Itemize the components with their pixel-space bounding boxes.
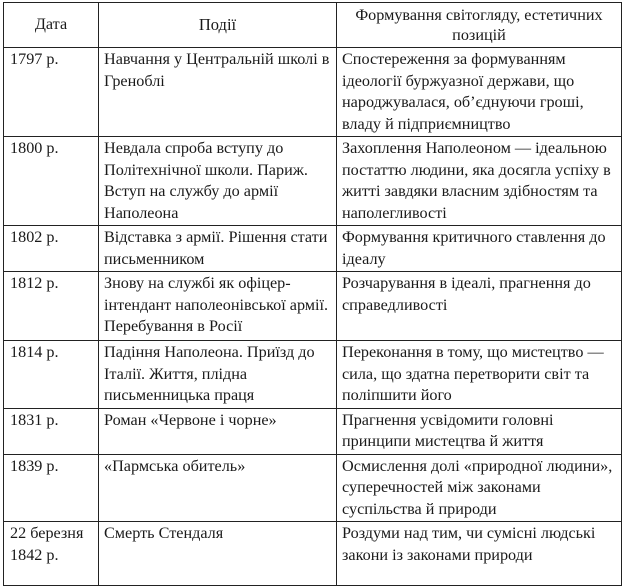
table-row [4, 48, 622, 137]
worldview-cell: Формування критичного ставлення до ідеалу [337, 226, 622, 272]
date-cell: 1800 р. [4, 137, 99, 226]
date-cell: 1812 р. [4, 272, 99, 341]
header-worldview: Формування світогляду, естетичних позицій [337, 3, 622, 48]
worldview-cell: Осмислення долі «природної людини», суперечностей між законами суспільства й природи [337, 454, 622, 522]
date-cell: 22 березня 1842 р. [4, 522, 99, 586]
table-row [4, 226, 622, 272]
event-cell: Знову на службі як офіцер-інтендант наполеонівської армії. Перебування в Росії [99, 272, 337, 341]
event-cell: Падіння Наполеона. Приїзд до Італії. Життя, плідна письменницька праця [99, 341, 337, 409]
event-cell: Роман «Червоне і чорне» [99, 408, 337, 454]
event-cell: Навчання у Центральній школі в Греноблі [99, 48, 337, 137]
table-header-row [4, 3, 622, 48]
date-cell: 1797 р. [4, 48, 99, 137]
date-cell: 1831 р. [4, 408, 99, 454]
table-row [4, 454, 622, 522]
table-row [4, 522, 622, 586]
worldview-cell: Розчарування в ідеалі, прагнення до справедливості [337, 272, 622, 341]
worldview-cell: Спостереження за формуванням ідеології буржуазної держави, що народжувалася, об’єднуючи гроші, владу й підприємництво [337, 48, 622, 137]
event-cell: Відставка з армії. Рішення стати письменником [99, 226, 337, 272]
table-row [4, 137, 622, 226]
worldview-cell: Прагнення усвідомити головні принципи мистецтва й життя [337, 408, 622, 454]
worldview-cell: Переконання в тому, що мистецтво — сила, що здатна перетворити світ та поліпшити його [337, 341, 622, 409]
header-date: Дата [4, 3, 99, 48]
table-row [4, 341, 622, 409]
worldview-cell: Захоплення Наполеоном — ідеальною постаттю людини, яка досягла успіху в житті завдяки власним здібностям та наполегливості [337, 137, 622, 226]
table-row [4, 272, 622, 341]
date-cell: 1839 р. [4, 454, 99, 522]
event-cell: «Пармська обитель» [99, 454, 337, 522]
date-cell: 1802 р. [4, 226, 99, 272]
event-cell: Смерть Стендаля [99, 522, 337, 586]
date-cell: 1814 р. [4, 341, 99, 409]
chronology-table [3, 2, 622, 586]
worldview-cell: Роздуми над тим, чи сумісні людські закони із законами природи [337, 522, 622, 586]
table-row [4, 408, 622, 454]
header-events: Події [99, 3, 337, 48]
event-cell: Невдала спроба вступу до Політехнічної школи. Париж. Вступ на службу до армії Наполеона [99, 137, 337, 226]
